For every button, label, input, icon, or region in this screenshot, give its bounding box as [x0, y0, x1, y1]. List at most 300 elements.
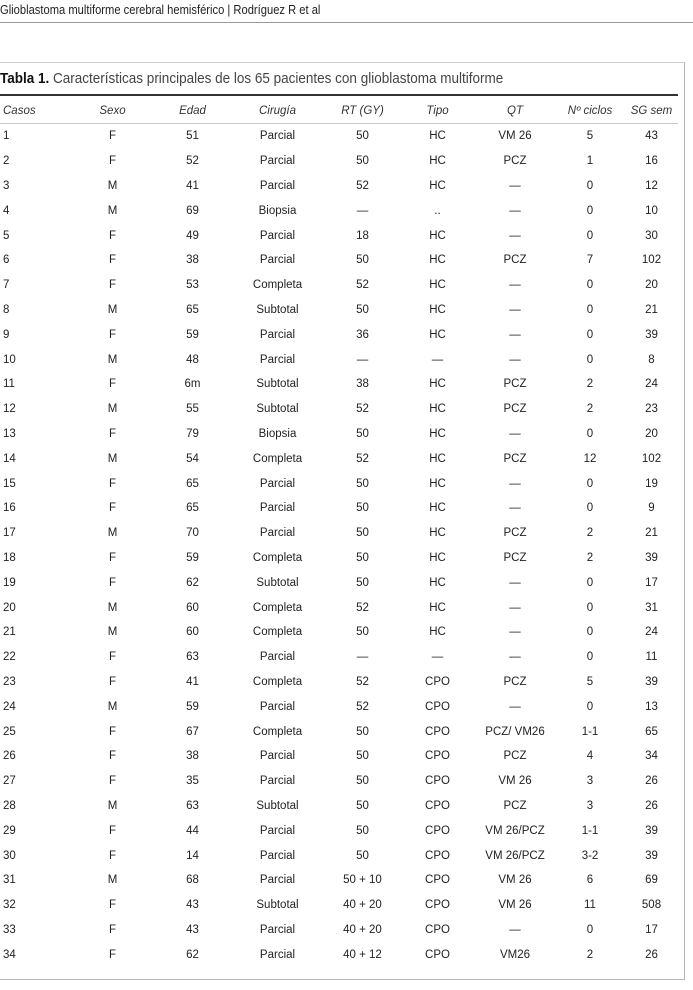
table-cell: 34: [645, 750, 658, 763]
table-cell: 50: [356, 576, 369, 589]
table-cell: CPO: [425, 725, 450, 738]
table-cell: 63: [186, 799, 199, 812]
table-cell: 4: [586, 750, 594, 763]
table-row: [0, 694, 678, 719]
table-row: [0, 223, 678, 248]
table-cell: 1-1: [581, 725, 599, 738]
table-cell: 52: [356, 403, 369, 416]
table-cell: PCZ: [503, 527, 527, 540]
table-cell: 34: [3, 948, 16, 961]
table-row: [0, 471, 678, 496]
table-cell: M: [107, 527, 118, 540]
table-cell: Completa: [252, 675, 303, 688]
table-cell: F: [108, 651, 117, 664]
column-header: QT: [475, 99, 555, 124]
table-cell: 44: [186, 824, 199, 837]
table-cell: M: [107, 452, 118, 465]
table-cell: F: [108, 477, 117, 490]
table-cell: 13: [645, 700, 658, 713]
table-cell: 20: [645, 279, 658, 292]
table-cell: 60: [186, 601, 199, 614]
running-title: Glioblastoma multiforme cerebral hemisférico | Rodríguez R et al: [0, 2, 321, 17]
table-cell: HC: [429, 378, 446, 391]
table-cell: —: [509, 279, 521, 292]
table-cell: 17: [645, 576, 658, 589]
table-row: [0, 868, 678, 893]
table-cell: 6m: [184, 378, 201, 391]
table-row: [0, 397, 678, 422]
table-cell: 30: [3, 849, 16, 862]
table-cell: 50: [356, 775, 369, 788]
table-cell: F: [108, 502, 117, 515]
table-cell: 48: [186, 353, 199, 366]
table-cell: 14: [186, 849, 199, 862]
table-cell: 67: [186, 725, 199, 738]
table-cell: HC: [429, 279, 446, 292]
table-row: [0, 372, 678, 397]
table-row: [0, 446, 678, 471]
table-cell: Parcial: [259, 923, 296, 936]
table-cell: 79: [186, 427, 199, 440]
table-cell: F: [108, 328, 117, 341]
table-cell: 65: [645, 725, 658, 738]
table-cell: Parcial: [259, 874, 296, 887]
table-cell: 65: [186, 502, 199, 515]
table-cell: 41: [186, 675, 199, 688]
table-cell: Subtotal: [256, 403, 299, 416]
table-body: [0, 124, 678, 968]
table-cell: PCZ: [503, 452, 527, 465]
table-cell: 52: [186, 155, 199, 168]
patients-table: [0, 99, 678, 967]
table-cell: 18: [356, 229, 369, 242]
column-header: Casos: [0, 99, 70, 124]
table-cell: 63: [186, 651, 199, 664]
table-cell: Subtotal: [256, 576, 299, 589]
table-cell: 2: [586, 527, 594, 540]
table-cell: F: [108, 899, 117, 912]
table-cell: Parcial: [259, 527, 296, 540]
table-cell: 2: [586, 403, 594, 416]
table-cell: 14: [3, 452, 16, 465]
table-cell: —: [509, 576, 521, 589]
table-cell: 31: [645, 601, 658, 614]
table-cell: Parcial: [259, 824, 296, 837]
table-cell: 23: [645, 403, 658, 416]
table-cell: HC: [429, 576, 446, 589]
table-cell: 52: [356, 700, 369, 713]
table-row: [0, 422, 678, 447]
table-cell: 43: [186, 923, 199, 936]
table-cell: VM 26/PCZ: [485, 849, 545, 862]
table-cell: HC: [429, 155, 446, 168]
table-cell: 54: [186, 452, 199, 465]
table-cell: PCZ: [503, 403, 527, 416]
table-cell: 26: [645, 948, 658, 961]
table-cell: 24: [645, 626, 658, 639]
table-cell: —: [509, 502, 521, 515]
table-cell: M: [107, 601, 118, 614]
table-cell: 52: [356, 452, 369, 465]
table-cell: 24: [645, 378, 658, 391]
table-cell: 9: [3, 328, 10, 341]
table-cell: M: [107, 204, 118, 217]
table-row: [0, 124, 678, 149]
running-head: [0, 0, 596, 22]
table-cell: Completa: [252, 452, 303, 465]
table-cell: 7: [3, 279, 10, 292]
table-cell: —: [509, 179, 521, 192]
table-cell: 0: [586, 923, 594, 936]
table-cell: Completa: [252, 279, 303, 292]
table-cell: 16: [645, 155, 658, 168]
table-cell: CPO: [425, 750, 450, 763]
table-cell: 50 + 10: [343, 874, 382, 887]
table-cell: 38: [186, 254, 199, 267]
table-cell: 69: [186, 204, 199, 217]
table-cell: M: [107, 874, 118, 887]
table-cell: PCZ: [503, 750, 527, 763]
table-cell: —: [509, 204, 521, 217]
table-cell: 40 + 12: [343, 948, 382, 961]
table-cell: 39: [645, 551, 658, 564]
table-cell: HC: [429, 328, 446, 341]
table-cell: 3-2: [581, 849, 599, 862]
table-cell: 22: [3, 651, 16, 664]
table-cell: HC: [429, 551, 446, 564]
table-cell: 6: [586, 874, 594, 887]
table-cell: F: [108, 824, 117, 837]
table-cell: 0: [586, 353, 594, 366]
table-cell: 23: [3, 675, 16, 688]
table-cell: Parcial: [259, 328, 296, 341]
table-cell: 62: [186, 948, 199, 961]
table-cell: Parcial: [259, 948, 296, 961]
table-cell: F: [108, 378, 117, 391]
table-cell: PCZ: [503, 799, 527, 812]
table-cell: VM 26/PCZ: [485, 824, 545, 837]
table-cell: 5: [586, 675, 594, 688]
table-cell: HC: [429, 626, 446, 639]
table-cell: 12: [3, 403, 16, 416]
table-cell: F: [108, 427, 117, 440]
table-row: [0, 769, 678, 794]
table-row: [0, 198, 678, 223]
table-cell: Parcial: [259, 155, 296, 168]
table-cell: 2: [586, 948, 594, 961]
table-cell: 21: [645, 303, 658, 316]
column-header: Cirugía: [230, 99, 325, 124]
table-cell: F: [108, 675, 117, 688]
table-cell: M: [107, 303, 118, 316]
table-cell: 508: [641, 899, 662, 912]
table-cell: 50: [356, 254, 369, 267]
table-cell: 2: [586, 551, 594, 564]
table-cell: 31: [3, 874, 16, 887]
table-cell: 59: [186, 551, 199, 564]
table-cell: 49: [186, 229, 199, 242]
table-cell: 21: [3, 626, 16, 639]
table-cell: 5: [3, 229, 10, 242]
table-cell: 38: [186, 750, 199, 763]
table-row: [0, 570, 678, 595]
table-cell: 20: [3, 601, 16, 614]
table-cell: Subtotal: [256, 303, 299, 316]
table-cell: 55: [186, 403, 199, 416]
table-cell: Parcial: [259, 353, 296, 366]
table-cell: —: [509, 229, 521, 242]
table-cell: 19: [645, 477, 658, 490]
caption-divider: [0, 94, 678, 96]
table-cell: 102: [641, 254, 662, 267]
table-cell: 18: [3, 551, 16, 564]
table-cell: F: [108, 551, 117, 564]
table-cell: F: [108, 576, 117, 589]
table-cell: 38: [356, 378, 369, 391]
table-cell: —: [431, 651, 444, 664]
table-cell: Parcial: [259, 229, 296, 242]
table-cell: 68: [186, 874, 199, 887]
table-cell: 4: [3, 204, 10, 217]
table-cell: CPO: [425, 874, 450, 887]
table-cell: 32: [3, 899, 16, 912]
table-cell: 1: [586, 155, 594, 168]
column-header: RT (GY): [325, 99, 400, 124]
table-cell: 0: [586, 477, 594, 490]
table-cell: 41: [186, 179, 199, 192]
table-cell: 36: [356, 328, 369, 341]
table-cell: F: [108, 130, 117, 143]
table-cell: 2: [586, 378, 594, 391]
table-cell: VM 26: [498, 130, 532, 143]
table-cell: 1-1: [581, 824, 599, 837]
table-cell: 65: [186, 303, 199, 316]
table-cell: CPO: [425, 799, 450, 812]
table-cell: 69: [645, 874, 658, 887]
table-cell: 3: [3, 179, 10, 192]
table-cell: 2: [3, 155, 10, 168]
table-cell: 0: [586, 279, 594, 292]
column-header: Nº ciclos: [555, 99, 625, 124]
table-cell: Subtotal: [256, 899, 299, 912]
table-cell: Completa: [252, 601, 303, 614]
table-cell: —: [509, 303, 521, 316]
table-cell: 50: [356, 303, 369, 316]
table-row: [0, 918, 678, 943]
table-cell: M: [107, 700, 118, 713]
table-cell: 26: [3, 750, 16, 763]
table-row: [0, 670, 678, 695]
table-cell: CPO: [425, 899, 450, 912]
table-caption: [0, 68, 503, 90]
table-cell: 0: [586, 204, 594, 217]
column-header: Tipo: [400, 99, 475, 124]
table-cell: M: [107, 353, 118, 366]
table-cell: HC: [429, 229, 446, 242]
table-cell: 7: [586, 254, 594, 267]
table-row: [0, 818, 678, 843]
table-cell: 9: [648, 502, 655, 515]
table-cell: 50: [356, 824, 369, 837]
table-row: [0, 620, 678, 645]
table-cell: Biopsia: [258, 204, 297, 217]
table-row: [0, 942, 678, 967]
table-cell: 5: [586, 130, 594, 143]
table-cell: 0: [586, 601, 594, 614]
table-cell: 0: [586, 700, 594, 713]
table-cell: 43: [645, 130, 658, 143]
table-cell: 53: [186, 279, 199, 292]
table-row: [0, 595, 678, 620]
table-cell: Completa: [252, 626, 303, 639]
table-cell: 1: [3, 130, 10, 143]
table-cell: 39: [645, 675, 658, 688]
header-row: [0, 99, 678, 124]
table-cell: PCZ/ VM26: [485, 725, 545, 738]
table-cell: HC: [429, 477, 446, 490]
table-cell: 50: [356, 477, 369, 490]
table-cell: 52: [356, 179, 369, 192]
table-cell: —: [509, 626, 521, 639]
table-cell: F: [108, 725, 117, 738]
table-cell: 0: [586, 229, 594, 242]
table-cell: 0: [586, 303, 594, 316]
table-cell: —: [509, 353, 521, 366]
table-row: [0, 645, 678, 670]
table-cell: 0: [586, 502, 594, 515]
column-header: Sexo: [70, 99, 155, 124]
table-cell: HC: [429, 527, 446, 540]
table-cell: 29: [3, 824, 16, 837]
column-header: Edad: [155, 99, 230, 124]
header-divider: [0, 22, 693, 23]
table-cell: 0: [586, 179, 594, 192]
table-cell: F: [108, 923, 117, 936]
table-cell: 12: [645, 179, 658, 192]
table-cell: 12: [583, 452, 597, 465]
table-cell: 50: [356, 725, 369, 738]
table-cell: 50: [356, 427, 369, 440]
table-row: [0, 794, 678, 819]
table-cell: 40 + 20: [343, 899, 382, 912]
table-cell: F: [108, 155, 117, 168]
table-cell: —: [509, 651, 521, 664]
table-cell: 50: [356, 750, 369, 763]
table-row: [0, 273, 678, 298]
table-cell: F: [108, 229, 117, 242]
table-row: [0, 521, 678, 546]
table-row: [0, 174, 678, 199]
table-cell: 62: [186, 576, 199, 589]
table-cell: VM26: [499, 948, 531, 961]
table-cell: 59: [186, 700, 199, 713]
table-row: [0, 843, 678, 868]
table-cell: —: [431, 353, 444, 366]
table-cell: 102: [641, 452, 662, 465]
table-cell: 6: [3, 254, 10, 267]
table-cell: 60: [186, 626, 199, 639]
table-cell: 20: [645, 427, 658, 440]
table-cell: Parcial: [259, 254, 296, 267]
table-cell: Subtotal: [256, 799, 299, 812]
table-cell: 10: [3, 353, 16, 366]
table-cell: CPO: [425, 775, 450, 788]
table-cell: —: [356, 204, 369, 217]
table-cell: —: [509, 923, 521, 936]
table-cell: 50: [356, 626, 369, 639]
table-cell: CPO: [425, 849, 450, 862]
table-cell: 70: [186, 527, 199, 540]
table-cell: 0: [586, 427, 594, 440]
table-cell: 50: [356, 849, 369, 862]
table-cell: 27: [3, 775, 16, 788]
table-cell: 52: [356, 601, 369, 614]
table-cell: HC: [429, 452, 446, 465]
table-cell: Parcial: [259, 477, 296, 490]
table-cell: HC: [429, 601, 446, 614]
table-row: [0, 347, 678, 372]
table-cell: 3: [586, 799, 594, 812]
table-cell: CPO: [425, 824, 450, 837]
table-cell: Parcial: [259, 775, 296, 788]
table-cell: 28: [3, 799, 16, 812]
table-cell: PCZ: [503, 378, 527, 391]
table-cell: —: [509, 328, 521, 341]
table-cell: 24: [3, 700, 16, 713]
table-caption-text: Características principales de los 65 pacientes con glioblastoma multiforme: [53, 70, 504, 87]
table-cell: 0: [586, 626, 594, 639]
table-cell: M: [107, 179, 118, 192]
table-cell: VM 26: [498, 874, 532, 887]
table-cell: 26: [645, 775, 658, 788]
table-cell: —: [509, 427, 521, 440]
table-cell: 21: [645, 527, 658, 540]
table-cell: 51: [186, 130, 199, 143]
table-cell: 0: [586, 328, 594, 341]
table-cell: 52: [356, 279, 369, 292]
table-cell: 50: [356, 130, 369, 143]
table-cell: PCZ: [503, 254, 527, 267]
table-cell: CPO: [425, 923, 450, 936]
table-cell: 50: [356, 502, 369, 515]
table-cell: ..: [434, 204, 441, 217]
table-cell: Parcial: [259, 700, 296, 713]
table-cell: HC: [429, 254, 446, 267]
table-cell: 39: [645, 824, 658, 837]
table-cell: F: [108, 775, 117, 788]
table-cell: M: [107, 799, 118, 812]
table-cell: 11: [3, 378, 15, 391]
table-cell: F: [108, 948, 117, 961]
table-cell: 33: [3, 923, 16, 936]
table-cell: 50: [356, 799, 369, 812]
table-cell: HC: [429, 179, 446, 192]
table-cell: 30: [645, 229, 658, 242]
table-cell: Parcial: [259, 179, 296, 192]
table-cell: 19: [3, 576, 16, 589]
table-cell: —: [509, 477, 521, 490]
table-cell: 13: [3, 427, 16, 440]
table-cell: —: [356, 353, 369, 366]
table-row: [0, 719, 678, 744]
table-cell: 11: [584, 899, 596, 912]
table-cell: 43: [186, 899, 199, 912]
table-row: [0, 546, 678, 571]
table-cell: 50: [356, 527, 369, 540]
table-cell: —: [509, 700, 521, 713]
table-cell: Parcial: [259, 750, 296, 763]
table-cell: HC: [429, 303, 446, 316]
